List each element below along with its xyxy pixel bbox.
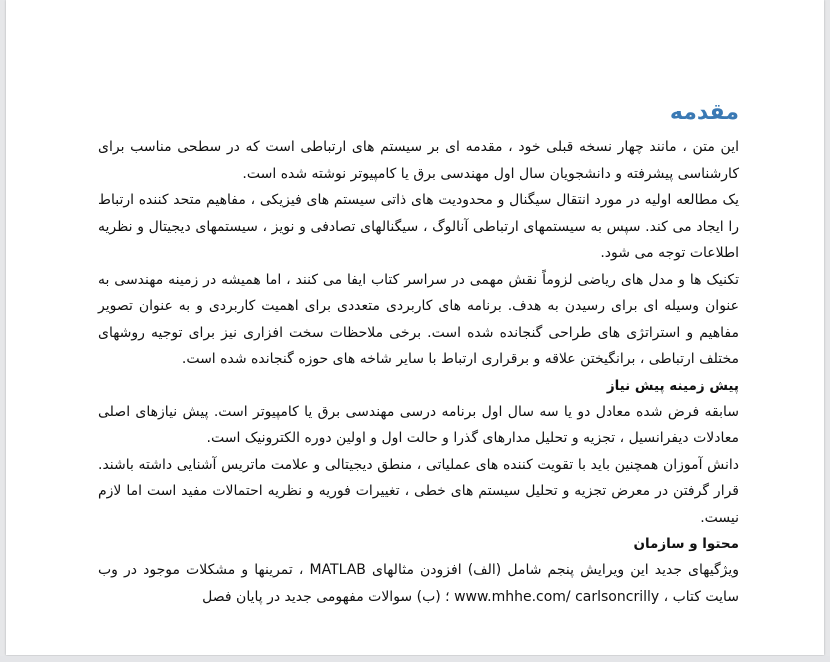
- intro-paragraph-3: تکنیک ها و مدل های ریاضی لزوماً نقش مهمی در سراسر کتاب ایفا می کنند ، اما همیشه در زمینه مهندسی به عنوان وسیله ای برای رسیدن به هدف. برنامه های کاربردی متعددی برای اهمیت کاربردی و به عنوان تصویر مفاهیم و استراتژی های طراحی گنجانده شده است. برخی ملاحظات سخت افزاری نیز برای توجیه روشهای مختلف ارتباطی ، برانگیختن علاقه و برقراری ارتباط با سایر شاخه های حوزه گنجانده شده است.: [98, 271, 739, 367]
- viewer-bottom-strip: [0, 656, 830, 662]
- prerequisites-heading: پیش زمینه پیش نیاز: [606, 377, 739, 394]
- page-content: [98, 96, 739, 610]
- prerequisites-paragraph-2: دانش آموزان همچنین باید با تقویت کننده های عملیاتی ، منطق دیجیتالی و علامت ماتریس آشنایی داشته باشند. قرار گرفتن در معرض تجزیه و تحلیل سیستم های خطی ، تغییرات فوریه و نظریه احتمالات مفید است اما لازم نیست.: [98, 456, 739, 526]
- intro-paragraph-1: این متن ، مانند چهار نسخه قبلی خود ، مقدمه ای بر سیستم های ارتباطی است که در سطحی مناسب برای کارشناسی پیشرفته و دانشجویان سال اول مهندسی برق یا کامپیوتر نوشته شده است.: [98, 139, 739, 182]
- content-organization-heading: محتوا و سازمان: [633, 536, 739, 552]
- section-title: مقدمه: [669, 100, 739, 125]
- prerequisites-paragraph-1: سابقه فرض شده معادل دو یا سه سال اول برنامه درسی مهندسی برق یا کامپیوتر است. پیش نیازهای اصلی معادلات دیفرانسیل ، تجزیه و تحلیل مدارهای گذرا و حالت اول و اولین دوره الکترونیک است.: [98, 403, 739, 446]
- content-organization-paragraph-1: ویژگیهای جدید این ویرایش پنجم شامل (الف) افزودن مثالهای MATLAB ، تمرینها و مشکلات موجود در وب سایت کتاب ، www.mhhe.com/ carlsoncrilly ؛ (ب) سوالات مفهومی جدید در پایان فصل: [98, 562, 740, 605]
- document-page: [6, 0, 824, 655]
- intro-paragraph-2: یک مطالعه اولیه در مورد انتقال سیگنال و محدودیت های ذاتی سیستم های فیزیکی ، مفاهیم متحد کننده ارتباط را ایجاد می کند. سپس به سیستمهای ارتباطی آنالوگ ، سیگنالهای تصادفی و نویز ، سیستمهای دیجیتال و نظریه اطلاعات توجه می شود.: [98, 192, 739, 261]
